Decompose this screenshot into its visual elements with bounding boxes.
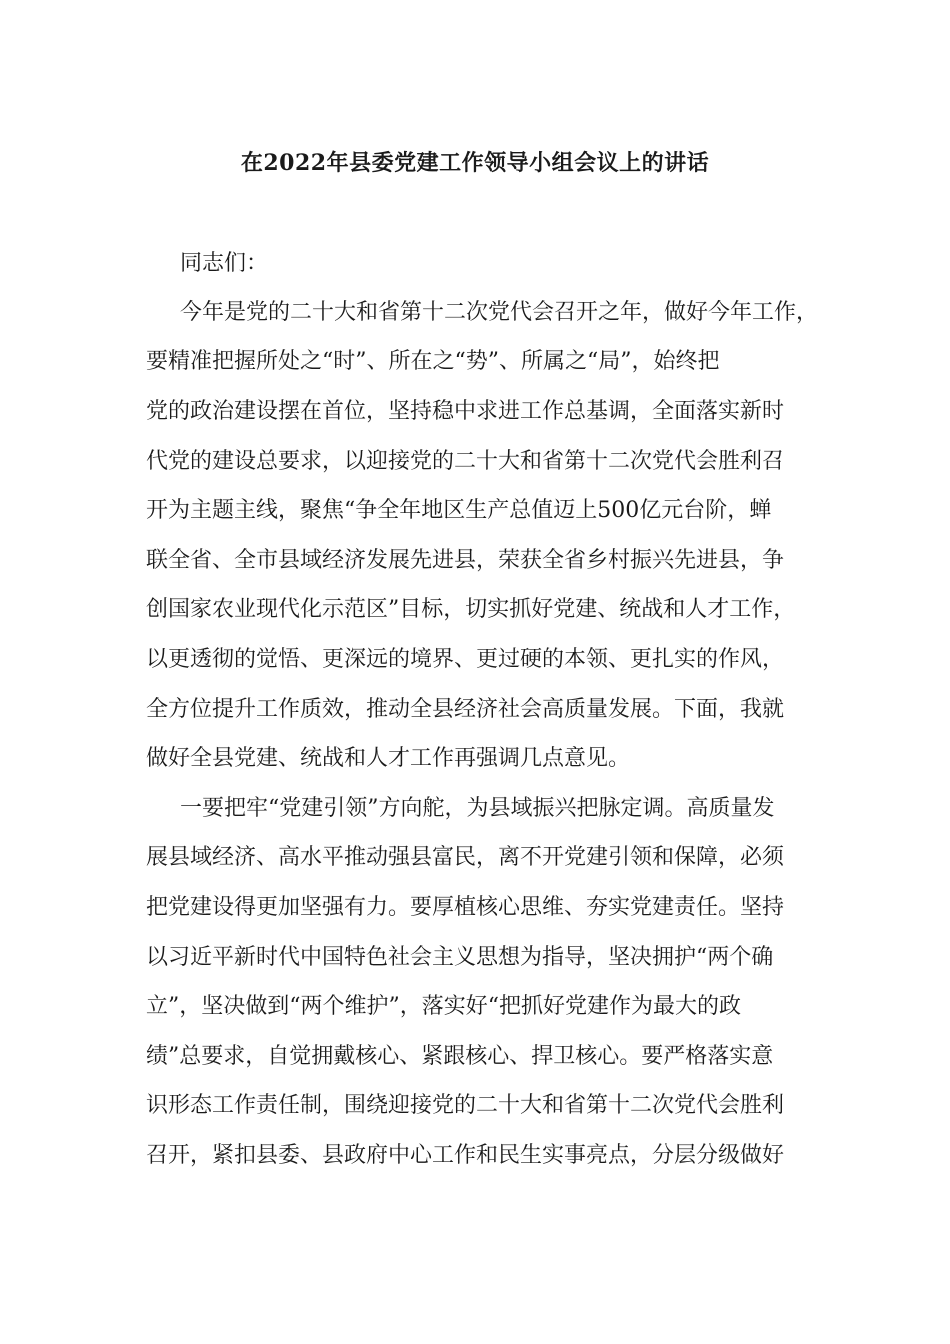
greeting: 同志们： — [180, 251, 269, 276]
paragraph-line: 做好全县党建、统战和人才工作再强调几点意见。 — [146, 746, 631, 771]
paragraph-line: 要精准把握所处之“时”、所在之“势”、所属之“局”，始终把 — [146, 349, 720, 374]
paragraph-line: 今年是党的二十大和省第十二次党代会召开之年，做好今年工作， — [180, 300, 819, 325]
paragraph-line: 绩”总要求，自觉拥戴核心、紧跟核心、捍卫核心。要严格落实意 — [146, 1044, 774, 1069]
paragraph-line: 联全省、全市县域经济发展先进县，荣获全省乡村振兴先进县，争 — [146, 548, 785, 573]
paragraph-line: 党的政治建设摆在首位，坚持稳中求进工作总基调，全面落实新时 — [146, 399, 785, 424]
paragraph-line: 以更透彻的觉悟、更深远的境界、更过硬的本领、更扎实的作风， — [146, 647, 785, 672]
paragraph-line: 立”，坚决做到“两个维护”，落实好“把抓好党建作为最大的政 — [146, 994, 741, 1019]
paragraph-line: 展县域经济、高水平推动强县富民，离不开党建引领和保障，必须 — [146, 845, 785, 870]
paragraph-line: 把党建设得更加坚强有力。要厚植核心思维、夯实党建责任。坚持 — [146, 895, 785, 920]
paragraph-line: 代党的建设总要求，以迎接党的二十大和省第十二次党代会胜利召 — [146, 449, 785, 474]
paragraph-line: 全方位提升工作质效，推动全县经济社会高质量发展。下面，我就 — [146, 697, 785, 722]
paragraph-line: 一要把牢“党建引领”方向舵，为县域振兴把脉定调。高质量发 — [180, 796, 775, 821]
paragraph-line: 识形态工作责任制，围绕迎接党的二十大和省第十二次党代会胜利 — [146, 1093, 785, 1118]
paragraph-line: 召开，紧扣县委、县政府中心工作和民生实事亮点，分层分级做好 — [146, 1143, 785, 1168]
document-title: 在2022年县委党建工作领导小组会议上的讲话 — [240, 150, 710, 176]
paragraph-line: 创国家农业现代化示范区”目标，切实抓好党建、统战和人才工作， — [146, 597, 796, 622]
paragraph-line: 开为主题主线，聚焦“争全年地区生产总值迈上500亿元台阶，蝉 — [146, 498, 772, 523]
paragraph-line: 以习近平新时代中国特色社会主义思想为指导，坚决拥护“两个确 — [146, 945, 774, 970]
